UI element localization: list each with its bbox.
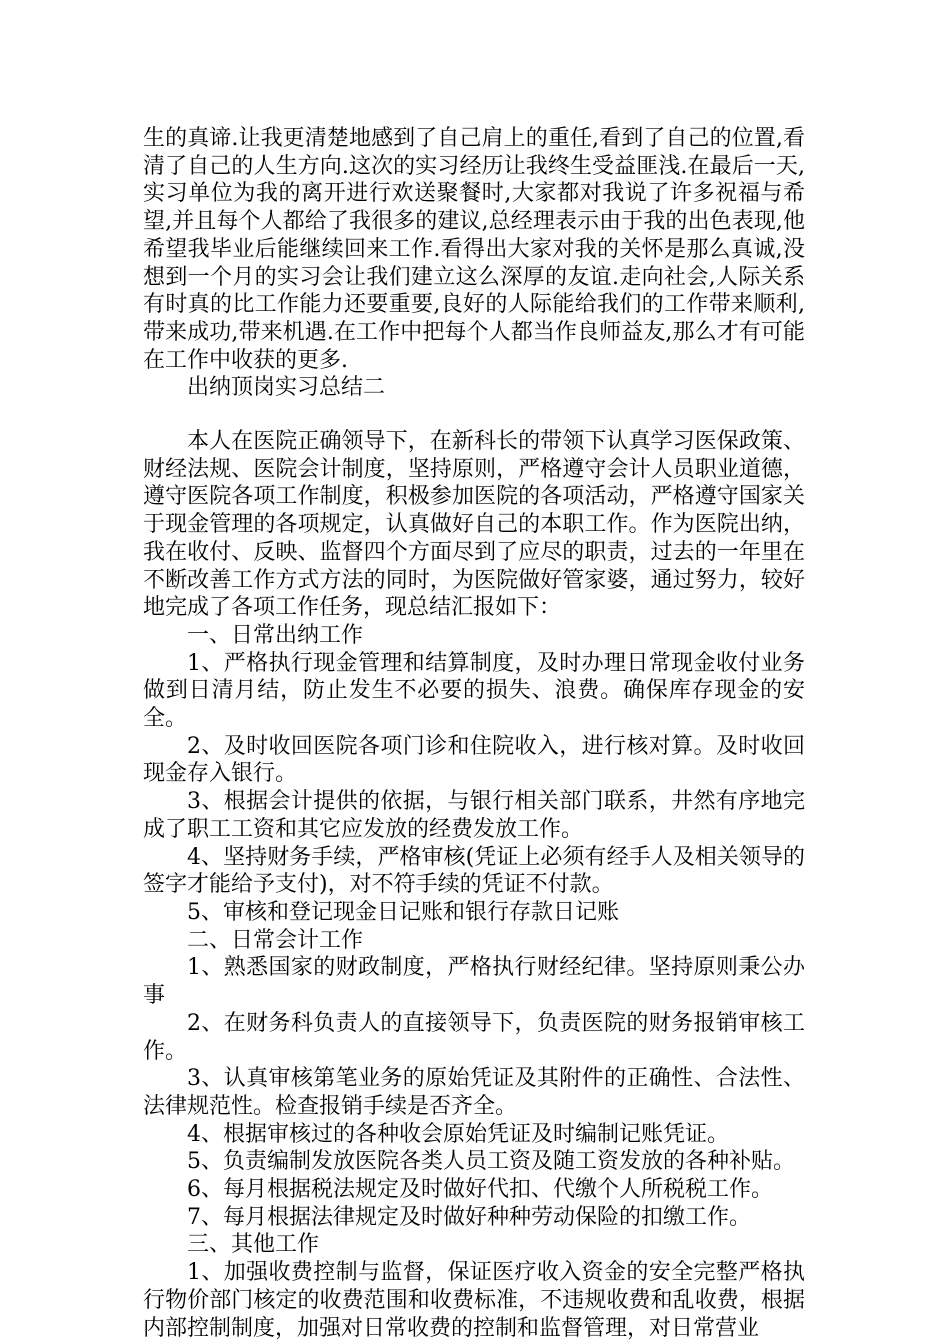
document-page (143, 125, 805, 1342)
accounting-item: 2、在财务科负责人的直接领导下，负责医院的财务报销审核工作。 (143, 1010, 805, 1064)
heading-daily-cashier-work: 一、日常出纳工作 (187, 622, 364, 648)
heading-daily-accounting-work: 二、日常会计工作 (187, 927, 364, 953)
summary-paragraph: 本人在医院正确领导下，在新科长的带领下认真学习医保政策、财经法规、医院会计制度，坚持原则，严格遵守会计人员职业道德，遵守医院各项工作制度，积极参加医院的各项活动，严格遵守国家关于现金管理的各项规定，认真做好自己的本职工作。作为医院出纳，我在收付、反映、监督四个方面尽到了应尽的职责，过去的一年里在不断改善工作方式方法的同时，为医院做好管家婆，通过努力，较好地完成了各项工作任务，现总结汇报如下： (143, 429, 805, 621)
cashier-item: 3、根据会计提供的依据，与银行相关部门联系，井然有序地完成了职工工资和其它应发放的经费发放工作。 (143, 789, 805, 842)
accounting-item: 7、每月根据法律规定及时做好种种劳动保险的扣缴工作。 (187, 1204, 751, 1230)
other-item: 1、加强收费控制与监督，保证医疗收入资金的安全完整严格执行物价部门核定的收费范围和收费标准，不违规收费和乱收费，根据内部控制制度，加强对日常收费的控制和监督管理，对日常营业 (143, 1260, 805, 1341)
heading-other-work: 三、其他工作 (187, 1232, 320, 1258)
cashier-item: 1、严格执行现金管理和结算制度，及时办理日常现金收付业务做到日清月结，防止发生不必要的损失、浪费。确保库存现金的安全。 (143, 650, 805, 732)
section-title: 出纳顶岗实习总结二 (187, 375, 386, 401)
accounting-item: 1、熟悉国家的财政制度，严格执行财经纪律。坚持原则秉公办事 (143, 955, 805, 1009)
intro-paragraph: 生的真谛.让我更清楚地感到了自己肩上的重任,看到了自己的位置,看清了自己的人生方向.这次的实习经历让我终生受益匪浅.在最后一天,实习单位为我的离开进行欢送聚餐时,大家都对我说了许多祝福与希望,并且每个人都给了我很多的建议,总经理表示由于我的出色表现,他希望我毕业后能继续回来工作.看得出大家对我的关怀是那么真诚,没想到一个月的实习会让我们建立这么深厚的友谊.走向社会,人际关系有时真的比工作能力还要重要,良好的人际能给我们的工作带来顺利,带来成功,带来机遇.在工作中把每个人都当作良师益友,那么才有可能在工作中收获的更多. (143, 126, 805, 373)
accounting-item: 3、认真审核第笔业务的原始凭证及其附件的正确性、合法性、法律规范性。检查报销手续是否齐全。 (143, 1066, 805, 1119)
cashier-item: 4、坚持财务手续，严格审核(凭证上必须有经手人及相关领导的签字才能给予支付)，对不符手续的凭证不付款。 (143, 844, 805, 898)
accounting-item: 6、每月根据税法规定及时做好代扣、代缴个人所税税工作。 (187, 1177, 773, 1203)
cashier-item: 2、及时收回医院各项门诊和住院收入，进行核对算。及时收回现金存入银行。 (143, 733, 805, 787)
cashier-item: 5、审核和登记现金日记账和银行存款日记账 (187, 899, 619, 925)
accounting-item: 4、根据审核过的各种收会原始凭证及时编制记账凭证。 (187, 1121, 729, 1147)
accounting-item: 5、负责编制发放医院各类人员工资及随工资发放的各种补贴。 (187, 1149, 795, 1175)
blank-line (143, 402, 805, 428)
